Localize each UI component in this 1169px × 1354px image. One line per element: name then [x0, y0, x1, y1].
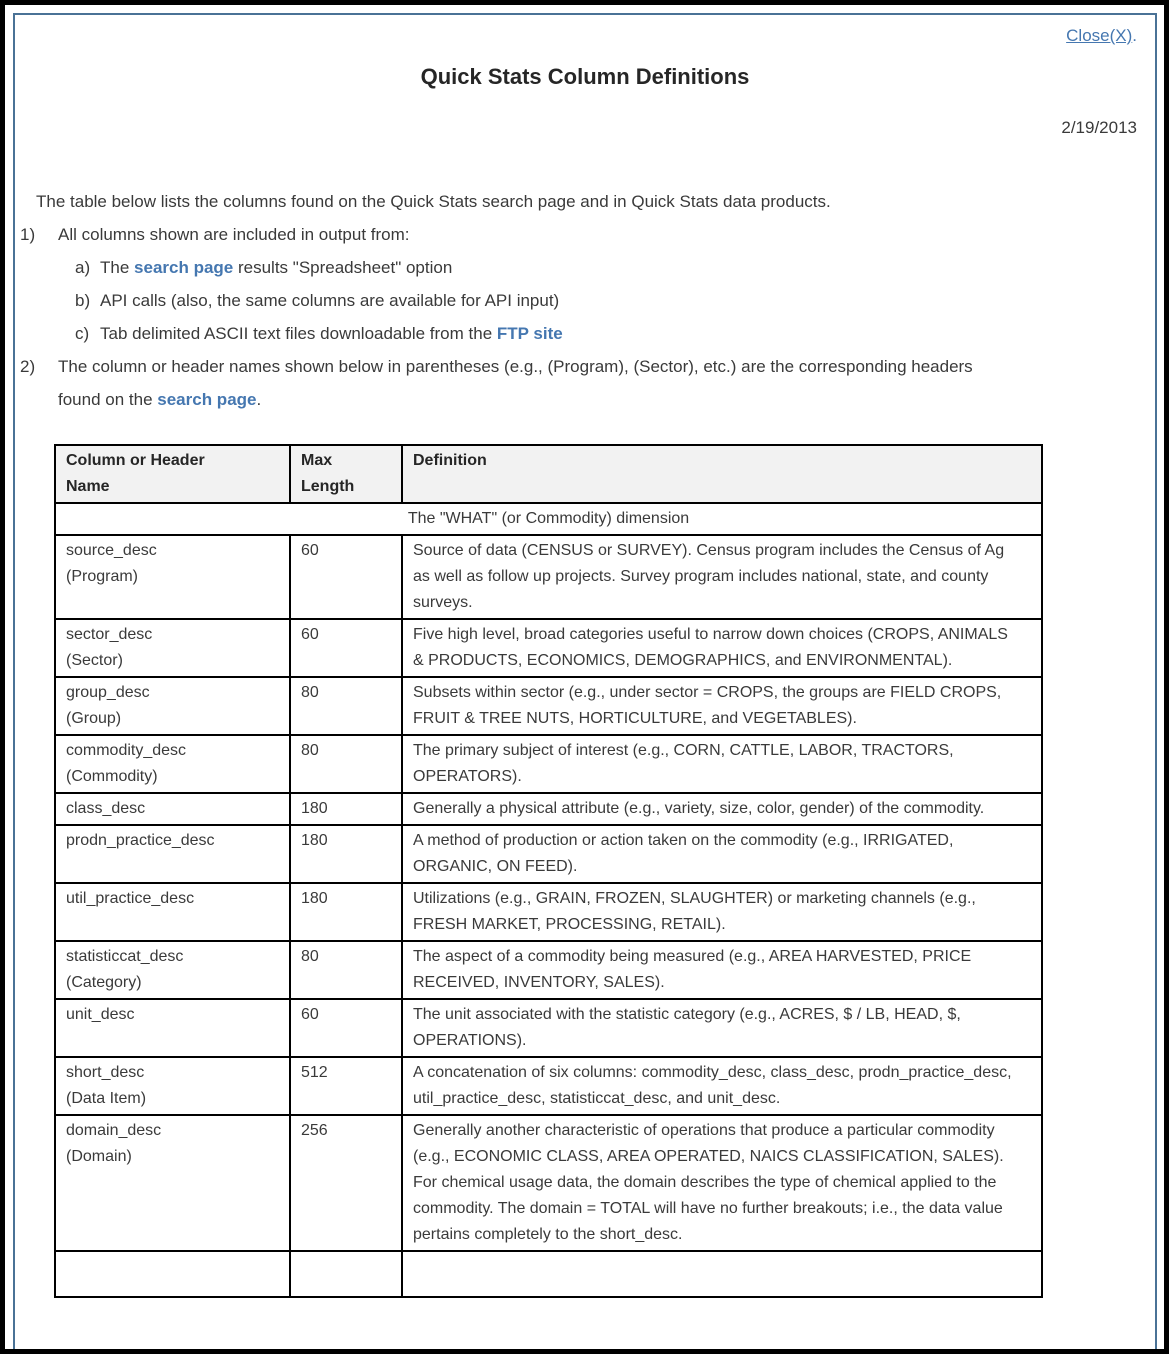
list-item	[15, 350, 1155, 416]
definition-cell: Generally another characteristic of operations that produce a particular commodity (e.g., ECONOMIC CLASS, AREA OPERATED, NAICS CLASSIFICATION, SALES). For chemical usage data, the domain describes the type of chemical applied to the commodity. The domain = TOTAL will have no further breakouts; i.e., the data value pertains completely to the short_desc.	[402, 1115, 1042, 1251]
list-text	[58, 350, 1018, 416]
definition-header	[402, 445, 1042, 503]
header-line: Name	[66, 478, 110, 495]
column-name-cell	[55, 825, 290, 883]
column-name-cell	[55, 1115, 290, 1251]
text-segment: results "Spreadsheet" option	[233, 258, 453, 277]
table-row	[55, 1057, 1042, 1115]
list-text	[100, 251, 1060, 284]
column-name-cell	[55, 619, 290, 677]
column-name-cell	[55, 677, 290, 735]
text-segment: API calls (also, the same columns are available for API input)	[100, 291, 560, 310]
table-row-cutoff	[55, 1251, 1042, 1297]
text-segment: The	[100, 258, 135, 277]
column-name-line: unit_desc	[66, 1006, 135, 1023]
definition-cell: The unit associated with the statistic category (e.g., ACRES, $ / LB, HEAD, $, OPERATIONS).	[402, 999, 1042, 1057]
table-row	[55, 735, 1042, 793]
definition-cell: Five high level, broad categories useful to narrow down choices (CROPS, ANIMALS & PRODUCTS, ECONOMICS, DEMOGRAPHICS, and ENVIRONMENTAL).	[402, 619, 1042, 677]
list-marker: a)	[75, 258, 91, 277]
max-length-cell: 180	[290, 793, 402, 825]
close-row	[15, 25, 1137, 47]
search-page-link[interactable]: search page	[157, 390, 257, 409]
column-name-line: domain_desc	[66, 1122, 162, 1139]
max-length-cell: 512	[290, 1057, 402, 1115]
ftp-site-link[interactable]: FTP site	[496, 324, 563, 343]
column-name-line: group_desc	[66, 684, 150, 701]
header-line: Length	[301, 478, 355, 495]
table-row	[55, 535, 1042, 619]
column-name-header	[55, 445, 290, 503]
list-text	[58, 218, 1018, 251]
header-line: Max	[301, 452, 333, 469]
max-length-cell: 256	[290, 1115, 402, 1251]
column-name-line: statisticcat_desc	[66, 948, 184, 965]
table-header-row	[55, 445, 1042, 503]
column-name-line: short_desc	[66, 1064, 145, 1081]
column-name-line: source_desc	[66, 542, 157, 559]
definition-cell: A method of production or action taken on the commodity (e.g., IRRIGATED, ORGANIC, ON FEED).	[402, 825, 1042, 883]
max-length-cell: 60	[290, 619, 402, 677]
section-title-cell: The "WHAT" (or Commodity) dimension	[55, 503, 1042, 535]
definition-cell: The aspect of a commodity being measured (e.g., AREA HARVESTED, PRICE RECEIVED, INVENTORY, SALES).	[402, 941, 1042, 999]
header-line: Definition	[413, 452, 487, 469]
max-length-cell: 60	[290, 999, 402, 1057]
list-subitem	[15, 317, 1155, 350]
content-panel	[13, 13, 1157, 1354]
max-length-cell: 80	[290, 941, 402, 999]
empty-cell	[55, 1251, 290, 1297]
list-marker: 2)	[20, 357, 36, 376]
close-suffix: .	[1132, 26, 1137, 45]
column-name-line: (Commodity)	[66, 768, 158, 785]
text-segment: Tab delimited ASCII text files downloadable from the	[100, 324, 497, 343]
column-name-line: (Group)	[66, 710, 122, 727]
table-row	[55, 825, 1042, 883]
close-link[interactable]: Close(X)	[1066, 26, 1133, 45]
max-length-cell: 80	[290, 735, 402, 793]
table-row	[55, 619, 1042, 677]
table-row	[55, 999, 1042, 1057]
column-name-cell	[55, 999, 290, 1057]
search-page-link[interactable]: search page	[134, 258, 234, 277]
document-date: 2/19/2013	[1061, 118, 1137, 137]
list-marker: c)	[75, 324, 90, 343]
list-text	[100, 317, 1060, 350]
list-subitem	[15, 284, 1155, 317]
table-row	[55, 677, 1042, 735]
list-item	[15, 218, 1155, 251]
column-name-line: (Sector)	[66, 652, 123, 669]
list-text	[100, 284, 1060, 317]
list-subitem	[15, 251, 1155, 284]
page-title: Quick Stats Column Definitions	[420, 64, 750, 89]
table-row	[55, 941, 1042, 999]
column-name-cell	[55, 793, 290, 825]
table-body	[55, 503, 1042, 1297]
column-name-line: (Program)	[66, 568, 139, 585]
definitions-table	[54, 444, 1043, 1298]
definition-cell: Subsets within sector (e.g., under sector = CROPS, the groups are FIELD CROPS, FRUIT & TREE NUTS, HORTICULTURE, and VEGETABLES).	[402, 677, 1042, 735]
column-name-cell	[55, 883, 290, 941]
max-length-header	[290, 445, 402, 503]
column-name-line: (Domain)	[66, 1148, 132, 1165]
table-row	[55, 883, 1042, 941]
max-length-cell: 180	[290, 825, 402, 883]
header-line: Column or Header	[66, 452, 205, 469]
definition-cell: A concatenation of six columns: commodity_desc, class_desc, prodn_practice_desc, util_practice_desc, statisticcat_desc, and unit_desc.	[402, 1057, 1042, 1115]
text-segment: .	[256, 390, 262, 409]
empty-cell	[290, 1251, 402, 1297]
definition-cell: Utilizations (e.g., GRAIN, FROZEN, SLAUGHTER) or marketing channels (e.g., FRESH MARKET, PROCESSING, RETAIL).	[402, 883, 1042, 941]
column-name-line: class_desc	[66, 800, 146, 817]
column-name-line: sector_desc	[66, 626, 153, 643]
text-segment: All columns shown are included in output from:	[58, 225, 410, 244]
numbered-list	[15, 218, 1155, 416]
list-marker: b)	[75, 291, 91, 310]
empty-cell	[402, 1251, 1042, 1297]
section-row	[55, 503, 1042, 535]
list-marker: 1)	[20, 225, 36, 244]
column-name-cell	[55, 735, 290, 793]
definition-cell: Generally a physical attribute (e.g., variety, size, color, gender) of the commodity.	[402, 793, 1042, 825]
column-name-line: util_practice_desc	[66, 890, 195, 907]
definition-cell: The primary subject of interest (e.g., CORN, CATTLE, LABOR, TRACTORS, OPERATORS).	[402, 735, 1042, 793]
column-name-cell	[55, 535, 290, 619]
intro-paragraph: The table below lists the columns found on the Quick Stats search page and in Quick Stats data products.	[36, 192, 831, 211]
column-name-line: prodn_practice_desc	[66, 832, 215, 849]
column-name-line: commodity_desc	[66, 742, 187, 759]
table-head	[55, 445, 1042, 503]
column-name-cell	[55, 941, 290, 999]
max-length-cell: 60	[290, 535, 402, 619]
column-name-line: (Data Item)	[66, 1090, 147, 1107]
max-length-cell: 80	[290, 677, 402, 735]
table-row	[55, 1115, 1042, 1251]
text-segment: The column or header names shown below in parentheses (e.g., (Program), (Sector), etc.) are the corresponding headers found on the	[58, 357, 973, 409]
table-row	[55, 793, 1042, 825]
max-length-cell: 180	[290, 883, 402, 941]
column-name-cell	[55, 1057, 290, 1115]
definition-cell: Source of data (CENSUS or SURVEY). Census program includes the Census of Ag as well as follow up projects. Survey program includes national, state, and county surveys.	[402, 535, 1042, 619]
column-name-line: (Category)	[66, 974, 142, 991]
